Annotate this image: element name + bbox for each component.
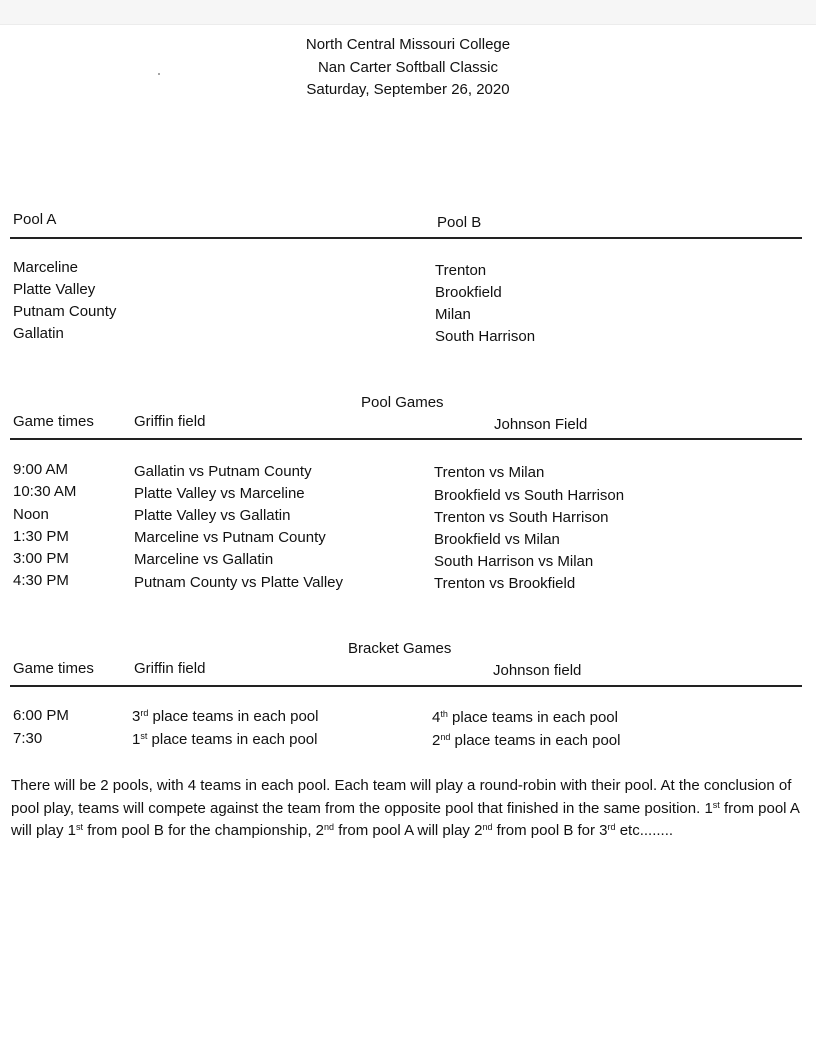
pool-games-col-times: Game times <box>13 413 94 430</box>
pool-game-griffin: Marceline vs Gallatin <box>134 551 274 568</box>
pool-b-team: Milan <box>435 306 471 323</box>
pool-game-griffin: Platte Valley vs Marceline <box>134 485 305 502</box>
pool-a-team: Putnam County <box>13 303 117 320</box>
bracket-game-time: 6:00 PM <box>13 707 69 724</box>
pool-game-time: 9:00 AM <box>13 461 69 478</box>
pool-game-griffin: Gallatin vs Putnam County <box>134 463 312 480</box>
bracket-games-col-times: Game times <box>13 660 94 677</box>
pool-a-team: Gallatin <box>13 325 64 342</box>
pool-game-johnson: Brookfield vs South Harrison <box>434 487 625 504</box>
bracket-games-title: Bracket Games <box>348 640 452 657</box>
pool-a-title: Pool A <box>13 211 57 228</box>
header-event: Nan Carter Softball Classic <box>317 59 499 76</box>
bracket-game-johnson: 4th place teams in each pool <box>432 709 618 726</box>
top-bar <box>0 0 816 25</box>
pool-game-griffin: Putnam County vs Platte Valley <box>134 574 343 591</box>
pool-game-griffin: Marceline vs Putnam County <box>134 529 326 546</box>
pool-game-time: 3:00 PM <box>13 550 69 567</box>
bracket-games-col-johnson: Johnson field <box>493 662 582 679</box>
bracket-game-time: 7:30 <box>13 730 43 747</box>
pool-game-time: 1:30 PM <box>13 528 69 545</box>
pool-games-divider <box>10 438 802 440</box>
bracket-game-griffin: 1st place teams in each pool <box>132 731 318 748</box>
pool-game-johnson: South Harrison vs Milan <box>434 553 594 570</box>
pool-b-title: Pool B <box>437 214 482 231</box>
pool-games-title: Pool Games <box>361 394 444 411</box>
pool-a-team: Marceline <box>13 259 79 276</box>
bracket-games-divider <box>10 685 802 687</box>
pool-game-johnson: Trenton vs Brookfield <box>434 575 576 592</box>
bracket-game-johnson: 2nd place teams in each pool <box>432 732 621 749</box>
header-college: North Central Missouri College <box>305 36 511 53</box>
bracket-game-griffin: 3rd place teams in each pool <box>132 708 319 725</box>
rules-paragraph: There will be 2 pools, with 4 teams in each pool. Each team will play a round-robin with their pool. At the conclusion of pool play, teams will compete against the team from the opposite pool that finished in the same position. 1st from pool A will play 1st from pool B for the championship, 2nd from pool A will play 2nd from pool B for 3rd etc........ <box>11 777 800 839</box>
pool-b-team: Brookfield <box>435 284 502 301</box>
pool-game-johnson: Trenton vs South Harrison <box>434 509 609 526</box>
bracket-games-col-griffin: Griffin field <box>134 660 206 677</box>
pool-games-col-griffin: Griffin field <box>134 413 206 430</box>
pool-games-col-johnson: Johnson Field <box>494 416 588 433</box>
header-date: Saturday, September 26, 2020 <box>306 81 510 98</box>
pool-game-time: 10:30 AM <box>13 483 77 500</box>
pool-game-time: Noon <box>13 506 49 523</box>
pool-game-griffin: Platte Valley vs Gallatin <box>134 507 291 524</box>
pool-game-johnson: Brookfield vs Milan <box>434 531 560 548</box>
pools-divider <box>10 237 802 239</box>
pool-a-team: Platte Valley <box>13 281 96 298</box>
pool-game-time: 4:30 PM <box>13 572 69 589</box>
pool-b-team: South Harrison <box>435 328 536 345</box>
pool-b-team: Trenton <box>435 262 487 279</box>
pool-game-johnson: Trenton vs Milan <box>434 464 545 481</box>
